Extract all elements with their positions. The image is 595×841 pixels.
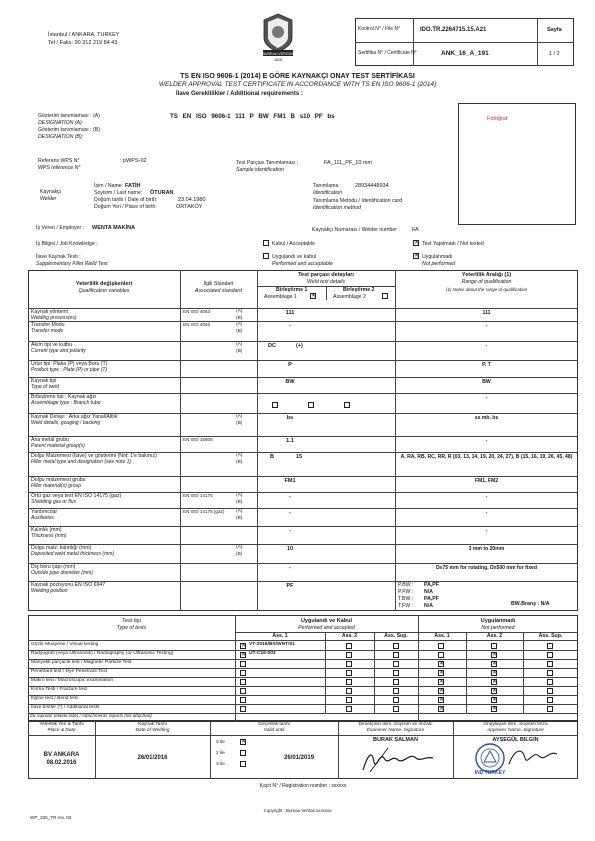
row-divider [28,308,578,309]
cert-no-label: Sertifika N° / Certificate N° [358,50,417,56]
row-ass1-value: 10 [286,546,294,552]
row-sub-a: (A) [236,493,243,498]
row-ass1-value-b: (+) [296,343,303,349]
row-sub-b: (B) [236,349,243,354]
weld-date-value: 26/01/2016 [137,755,168,761]
not-performed-checkbox[interactable]: ✕ [414,253,420,259]
row-ass1-value: bs [286,415,294,421]
identification-label: Tanımlama : [313,183,342,189]
employer-value: WENTA MAKİNA [92,225,136,231]
supplementary-label: İlave Kaynak Testi : [36,254,81,260]
copyright: Copyright : Bureau Veritas xxxxxxx [263,808,332,813]
test-n1-checkbox[interactable]: ✕ [439,705,445,712]
welder-name-value: FATİH [125,183,141,189]
test-p1-checkbox[interactable] [240,697,246,703]
row-sub-b: (B) [236,516,243,521]
row-ass1-value: BW [285,379,295,385]
col-std-en: Associated standard [194,288,242,294]
welder-number-value: FA [412,227,419,233]
years-option-2: 2 ile [216,751,225,756]
designation-value: TS EN ISO 9606-1 111 P BW FM1 B s10 PF bs [170,113,335,120]
test-ns-checkbox[interactable] [547,643,553,649]
row-ass1-value: B [270,454,274,460]
place-date-header-en: Place & Date [47,728,76,733]
row-range-value: BW [482,379,491,385]
row-divider [28,341,578,342]
row-label-en: Shielding gas or flux [31,499,77,505]
test-p2-checkbox[interactable] [346,652,352,658]
valid-header-en: Valid until [263,728,285,733]
test-ns-checkbox[interactable] [547,670,553,676]
test-n2-checkbox[interactable]: ✕ [492,678,498,685]
row-range-value: P, T [482,362,491,368]
branch-fit-checkbox[interactable] [272,402,278,408]
test-n1-checkbox[interactable]: ✕ [439,669,445,676]
test-n2-checkbox[interactable]: ✕ [492,705,498,712]
welder-dob-label: Doğum tarihi / Date of birth: [94,197,158,203]
test-n2-checkbox[interactable]: ✕ [492,696,498,703]
row-range-value: - [485,395,488,401]
test-ps-checkbox[interactable] [393,697,399,703]
row-divider [28,321,578,322]
test-p2-checkbox[interactable] [346,661,352,667]
weld-date-header: Kaynak Tarihi [138,722,167,727]
row-range-value: - [485,343,488,349]
employer-label: İş Veren / Employer : [36,225,85,231]
not-tested-label: Test Yapılmadı / Not tested [422,241,484,247]
test-n2-checkbox[interactable]: ✕ [492,660,498,667]
test-piece-value: FA_111_PF_10 mm [324,160,373,166]
row-ass1-value: FM1 [284,478,296,484]
row-ass1-value-b: 15 [296,454,303,460]
weld-date-header-en: Date of Welding [135,728,170,733]
row-label: Ürün tipi: Plaka (P) veya Boru (T) [31,361,108,367]
row-divider [28,544,578,545]
test-type-header-en: Type of tests [116,625,147,631]
row-ass1-value: - [289,494,291,500]
test-piece-label: Test Parçası Tanımlaması : [236,160,299,166]
position-tbw-value: PA,PF [424,596,439,602]
designation-a-label-en: DESIGNATION (A): [38,120,84,126]
cert-no-value: ANK_16_A_191 [441,50,489,57]
identification-method-en: Identification method [313,205,361,211]
row-sub-b: (B) [236,316,243,321]
logo-text: BUREAU VERITAS [262,52,294,56]
performed-label-en: Performed and acceptable [272,261,333,267]
position-tbw: T.BW : [398,596,414,602]
not-performed-label-en: Not performed [422,261,456,267]
years-checkbox-2[interactable] [240,750,246,756]
accepted-checkbox[interactable] [263,240,269,246]
row-label-en: Welding position [31,588,68,594]
row-range-value: FM1, FM2 [474,478,499,484]
bw-branch: BW-Branş : N/A [511,601,550,607]
row-ass1-value: P [288,362,292,368]
approver-name: AYSEGÜL BILGIN [492,737,539,743]
row-divider [28,581,578,582]
row-label: Dolgu Malzemesi (İlave) ve gösterimi (Not: 1'e bakınız) [31,453,157,459]
row-label-en: Welding process(es) [31,315,77,321]
row-standard: EN ISO 4063 [183,309,211,314]
row-label: Kaynak tipi [31,378,57,384]
row-label: Birleştirme tipi : Kaynak ağzı [31,394,97,400]
row-range-value: 111 [482,310,491,316]
test-p2-checkbox[interactable] [346,697,352,703]
test-row-label: Kırma Testi / Fracture test [31,687,87,692]
wps-ref-value: : pWPS-02 [120,158,147,164]
row-standard: EN ISO 14175 (gaz) [183,509,225,514]
row-label: Akım tipi ve kutbu [31,342,72,348]
row-label: Kaynak yöntemi [31,309,68,315]
identification-en: Identification [313,190,343,196]
test-row-label: İlave testler (*) / Additional tests [31,705,100,710]
row-sub-a: (A) [236,509,243,514]
test-ns-checkbox[interactable] [547,688,553,694]
test-ns-checkbox[interactable] [547,679,553,685]
stamp-text: IND TURKEY [474,770,506,776]
place-value: BV ANKARA [43,752,80,758]
test-ps-checkbox[interactable] [393,643,399,649]
row-divider [28,360,578,361]
row-label-en: Outside pipe diameter (mm) [31,570,93,576]
test-row-label: Penetrant test / Dye Penetrant Test [31,669,108,674]
row-sub-a: (A) [236,342,243,347]
row-standard: EN ISO 14175 [183,493,213,498]
photo-box [458,103,576,225]
test-n2-checkbox[interactable] [491,643,497,649]
row-ass1-value: - [289,565,291,571]
tests-footnote: Ek raporlar (ekteki liste) / Attachments reports (list attached) [30,713,152,718]
registry-number: Kayıt N° / Registration number : xxxxxx [259,783,347,789]
row-range-value: - [485,494,488,500]
row-standard: EN ISO 4063 [183,322,211,327]
control-no-value: IDO.TR.2264715.15.A21 [420,27,487,33]
test-n2-checkbox[interactable]: ✕ [492,651,498,658]
test-p2-checkbox[interactable] [346,679,352,685]
row-label: Dış boru çapı (mm) [31,564,76,570]
col-range: Yeterlilik Aralığı (1) [461,272,512,278]
row-ass1-value: DC [268,343,276,349]
col-range-en: Range of qualification [461,279,512,285]
row-standard: EN ISO 15608 [183,437,213,442]
row-label-en: Product type : Plate (P) or pipe (T) [31,367,108,373]
test-p1-checkbox[interactable] [240,679,246,685]
ass2-checkbox[interactable] [382,293,388,299]
test-ps-checkbox[interactable] [393,706,399,712]
not-performed-header-en: Not performed [481,625,515,631]
test-row-label: Eğme test / Bend test [31,696,78,701]
test-row-label: Radyografi (veya Ultrasonik) / Radiography (or Ultrasonic Testing) [31,651,174,656]
position-tfw-value: N/A [424,603,433,609]
position-tfw: T.FW : [398,603,413,609]
test-n1-checkbox[interactable]: ✕ [439,678,445,685]
row-divider [28,563,578,564]
row-divider [28,476,578,477]
page-value: 1 / 2 [549,51,560,57]
perf-sup-header: Ass. Sup. [384,633,408,639]
row-sub-b: (B) [236,552,243,557]
place-date-header: Yeterlilik Yeri & Tarihi [39,722,84,727]
test-ps-checkbox[interactable] [393,679,399,685]
test-ns-checkbox[interactable] [547,652,553,658]
not-performed-header: Uygulanmadı [480,618,516,624]
performed-header-en: Performed and accepted [298,625,355,631]
row-label: Kalınlık (mm) [31,527,62,533]
test-p2-checkbox[interactable] [346,643,352,649]
logo-year: 1828 [274,58,282,62]
designation-a-label: Gösterim tanımlaması : (A) [38,113,100,119]
col-vars: Yeterlilik değişkenleri [75,281,133,287]
designation-b-label: Gösterim tanımlaması : (B) [38,127,100,133]
row-label-en: Thickness (mm) [31,533,67,539]
approver-header-en: Approver Name, Signature [487,728,544,733]
test-row-label: Manyetik parçacık test / Magnetic Particle Test [31,660,132,665]
welder-number-label: Kaynakçı Numarası / Welder number : [312,227,400,233]
row-range-value: A, RA, RB, RC, RR, R (03, 13, 14, 19, 20, 24, 27), B (15, 16, 19, 26, 45, 48) [400,454,573,460]
years-checkbox-3[interactable] [240,761,246,767]
row-sub-a: (A) [236,414,243,419]
not-sup-header: Ass. Sup. [538,633,563,639]
row-divider [28,377,578,378]
wps-ref-label: Referans WPS N° [38,158,80,164]
row-range-value: - [485,438,488,444]
row-label: Kaynak Detayı : Arka ağız Yanal/Altlık [31,414,118,420]
row-label: Transfer Modu [31,322,65,328]
row-label-en: Type of weld [31,384,59,390]
position-pbw: P.BW : [398,582,414,588]
welder-surname-value: ÖTURAN [150,190,174,196]
valid-header: Geçerlilik tarihi [258,722,290,727]
test-p1-checkbox[interactable] [240,706,246,712]
years-option-3: 3 ile [216,762,225,767]
test-n1-checkbox[interactable] [438,643,444,649]
row-range-value: - [485,510,488,516]
col-test-en: Weld test details [307,279,345,285]
test-type-header: Test tipi [122,618,141,624]
row-label: Kaynak pozisyonu EN ISO 6947 [31,582,106,588]
test-n1-checkbox[interactable]: ✕ [439,696,445,703]
row-ass1-value: 1.1 [286,438,294,444]
col-std: İlgili Standart [203,281,234,287]
row-label-en: Transfer mode [31,328,64,334]
performed-header: Uygulandı ve Kabul [300,618,353,624]
test-p1-checkbox[interactable]: ✕ [241,651,247,658]
title-line1: TS EN ISO 9606-1 (2014) E GÖRE KAYNAKÇI ONAY TEST SERTİFİKASI [180,73,415,80]
row-sub-b: (B) [236,421,243,426]
ass1-checkbox[interactable]: ✕ [311,293,317,299]
row-sub-b: (B) [236,460,243,465]
test-p2-checkbox[interactable] [346,670,352,676]
row-ass1-value: - [289,323,291,329]
row-sub-a: (A) [236,453,243,458]
row-ass1-value: PF [286,583,294,589]
test-row-label: Gözle Muayene / Visual testing [31,642,99,647]
position-pfw: P.FW : [398,589,414,595]
test-p2-checkbox[interactable] [346,706,352,712]
job-knowledge-label: İş Bilgisi / Job Knowledge : [36,241,98,247]
row-label: Dolgu malz. kalınlığı (mm) [31,545,92,551]
examiner-name: BURAK SALMAN [373,737,418,743]
row-ass1-value: - [289,510,291,516]
position-pfw-value: N/A [424,589,433,595]
branch-cap-checkbox[interactable] [344,402,350,408]
row-label-en: Filler material(s) group [31,483,82,489]
row-sub-b: (B) [236,329,243,334]
branch-fill-checkbox[interactable] [308,402,314,408]
test-p1-checkbox[interactable] [240,670,246,676]
col-range-note: (1) Notes about the range of qualification [445,287,528,292]
row-label-en: Weld details, gouging / backing [31,420,101,426]
address-line1: İstanbul / ANKARA, TURKEY [48,32,120,38]
test-ps-checkbox[interactable] [393,670,399,676]
years-option-1: 3 ile [216,740,225,745]
examiner-signature [358,744,438,776]
supplementary-label-en: Supplementary Fillet Weld Test [36,261,108,267]
welder-surname-label: Soyisim / Last name: [94,190,143,196]
row-range-value: - [485,323,488,329]
address-line2: Tel / Faks: 90 312 219 84 43 [48,40,118,46]
perf-ass1-header: Ass. 1 [272,633,288,639]
test-n1-checkbox[interactable] [438,652,444,658]
row-label-en: Parent material group(s) [31,443,85,449]
row-divider [28,526,578,527]
test-p1-checkbox[interactable]: ✕ [241,642,247,649]
row-label: Dolgu malzemesi grubu [31,477,86,483]
position-pbw-value: PA,PF [424,582,439,588]
test-ps-checkbox[interactable] [393,661,399,667]
examiner-header-en: Examiner Name, Signature [366,728,425,733]
row-label: Yardımcılar [31,509,58,515]
page-label: Sayfa [547,27,562,33]
row-ass1-value: - [289,528,291,534]
row-label-en: Deposited weld metal thickness (mm) [31,551,115,557]
identification-method: Tanımlama Metodu / Identification card [313,198,403,204]
accepted-label: Kabul / Acceptable [272,241,315,247]
row-sub-a: (A) [236,545,243,550]
not-tested-checkbox[interactable]: ✕ [414,240,420,246]
welder-pob-value: ORTAKÖY [176,204,203,210]
test-ns-checkbox[interactable] [547,697,553,703]
col-ass2-en: Assemblage 2 [333,294,366,300]
test-ps-checkbox[interactable] [393,652,399,658]
welder-name-label: İsim / Name: [94,183,124,189]
test-report-ref: VT-2016/BS/WNT/01 [249,642,295,647]
photo-label: Fotoğraf [487,116,508,122]
test-ns-checkbox[interactable] [547,706,553,712]
test-n1-checkbox[interactable]: ✕ [439,687,445,694]
perf-ass2-header: Ass. 2 [341,633,358,639]
row-label: Örtü gaz veya test EN ISO 14175 (gaz) [31,493,122,499]
not-performed-label: Uygulanmadı [422,254,453,260]
row-divider [28,508,578,509]
wps-ref-label-en: WPS reference N° [38,165,81,171]
row-range-value: 3 mm to 20mm [468,546,505,552]
test-report-ref: UT-C16-003 [249,651,276,656]
welder-kaynakci: Kaynakçı [40,189,62,195]
form-code: WP_335_TR rev. 03 [30,815,72,820]
test-n1-checkbox[interactable]: ✕ [439,660,445,667]
row-sub-a: (A) [236,309,243,314]
row-divider [28,393,578,394]
col-vars-en: Qualification variables [78,288,130,294]
title-line3: İlave Gereklilikler / Additional requirements : [176,91,303,97]
row-divider [28,436,578,437]
col-ass2: Birleştirme 2 [343,287,375,293]
examiner-header: Denetçinin İsim, Soyisim ve İmzası [358,722,433,727]
years-checkbox-1[interactable]: ✕ [241,739,247,745]
test-p2-checkbox[interactable] [346,688,352,694]
date-value: 08.02.2016 [46,760,77,766]
not-ass2-header: Ass. 2 [486,633,503,639]
test-piece-label-en: Sample identification [236,167,284,173]
welder-pob-label: Doğum Yeri / Place of birth: [94,204,157,210]
test-p1-checkbox[interactable] [240,661,246,667]
welder-kaynakci-en: Welder [40,196,57,202]
row-range-value: D≥75 mm for rotating, D≥500 mm for fixed [436,565,537,571]
row-sub-a: (A) [236,322,243,327]
test-row-label: Makro test / Macroscopic examination [31,678,114,683]
row-label: Ana metal grubu [31,437,70,443]
title-line2: WELDER APPROVAL TEST CERTIFICATE IN ACCORDANCE WITH TS EN ISO 9606-1 (2014) [158,81,437,88]
col-test: Test parçası detayları [298,272,354,278]
control-no-label: Kontrol N° / File N° [358,26,401,32]
test-n2-checkbox[interactable]: ✕ [492,669,498,676]
col-ass1: Birleştirme 1 [276,287,308,293]
not-ass1-header: Ass. 1 [434,633,450,639]
row-label-en: Assemblage type : Branch tube [31,400,101,406]
row-range-value: ss mb, bs [474,415,499,421]
test-n2-checkbox[interactable]: ✕ [492,687,498,694]
row-ass1-value: 111 [285,310,295,316]
identification-value: 28934448934 [355,183,389,189]
row-label-en: Filler metal type and designation (see note 1) [31,459,132,465]
approver-header: Onaylayan İsim, Soyisim İmza [483,722,548,727]
row-range-value: - [485,528,488,534]
col-ass1-en: Assemblage 1 [264,294,297,300]
test-ps-checkbox[interactable] [393,688,399,694]
welder-dob-value: 23.04.1980 [178,197,206,203]
row-label-en: Auxiliaries [31,515,54,521]
row-label-en: Current type and polarity [31,348,86,354]
test-p1-checkbox[interactable] [240,688,246,694]
approver-signature [505,744,565,770]
bureau-veritas-logo [258,12,298,62]
row-sub-b: (B) [236,500,243,505]
designation-b-label-en: DESIGNATION (B): [38,134,84,140]
performed-label: Uygulandı ve kabul [272,254,317,260]
valid-date-value: 26/01/2019 [284,755,315,761]
test-ns-checkbox[interactable] [547,661,553,667]
performed-checkbox[interactable] [263,253,269,259]
